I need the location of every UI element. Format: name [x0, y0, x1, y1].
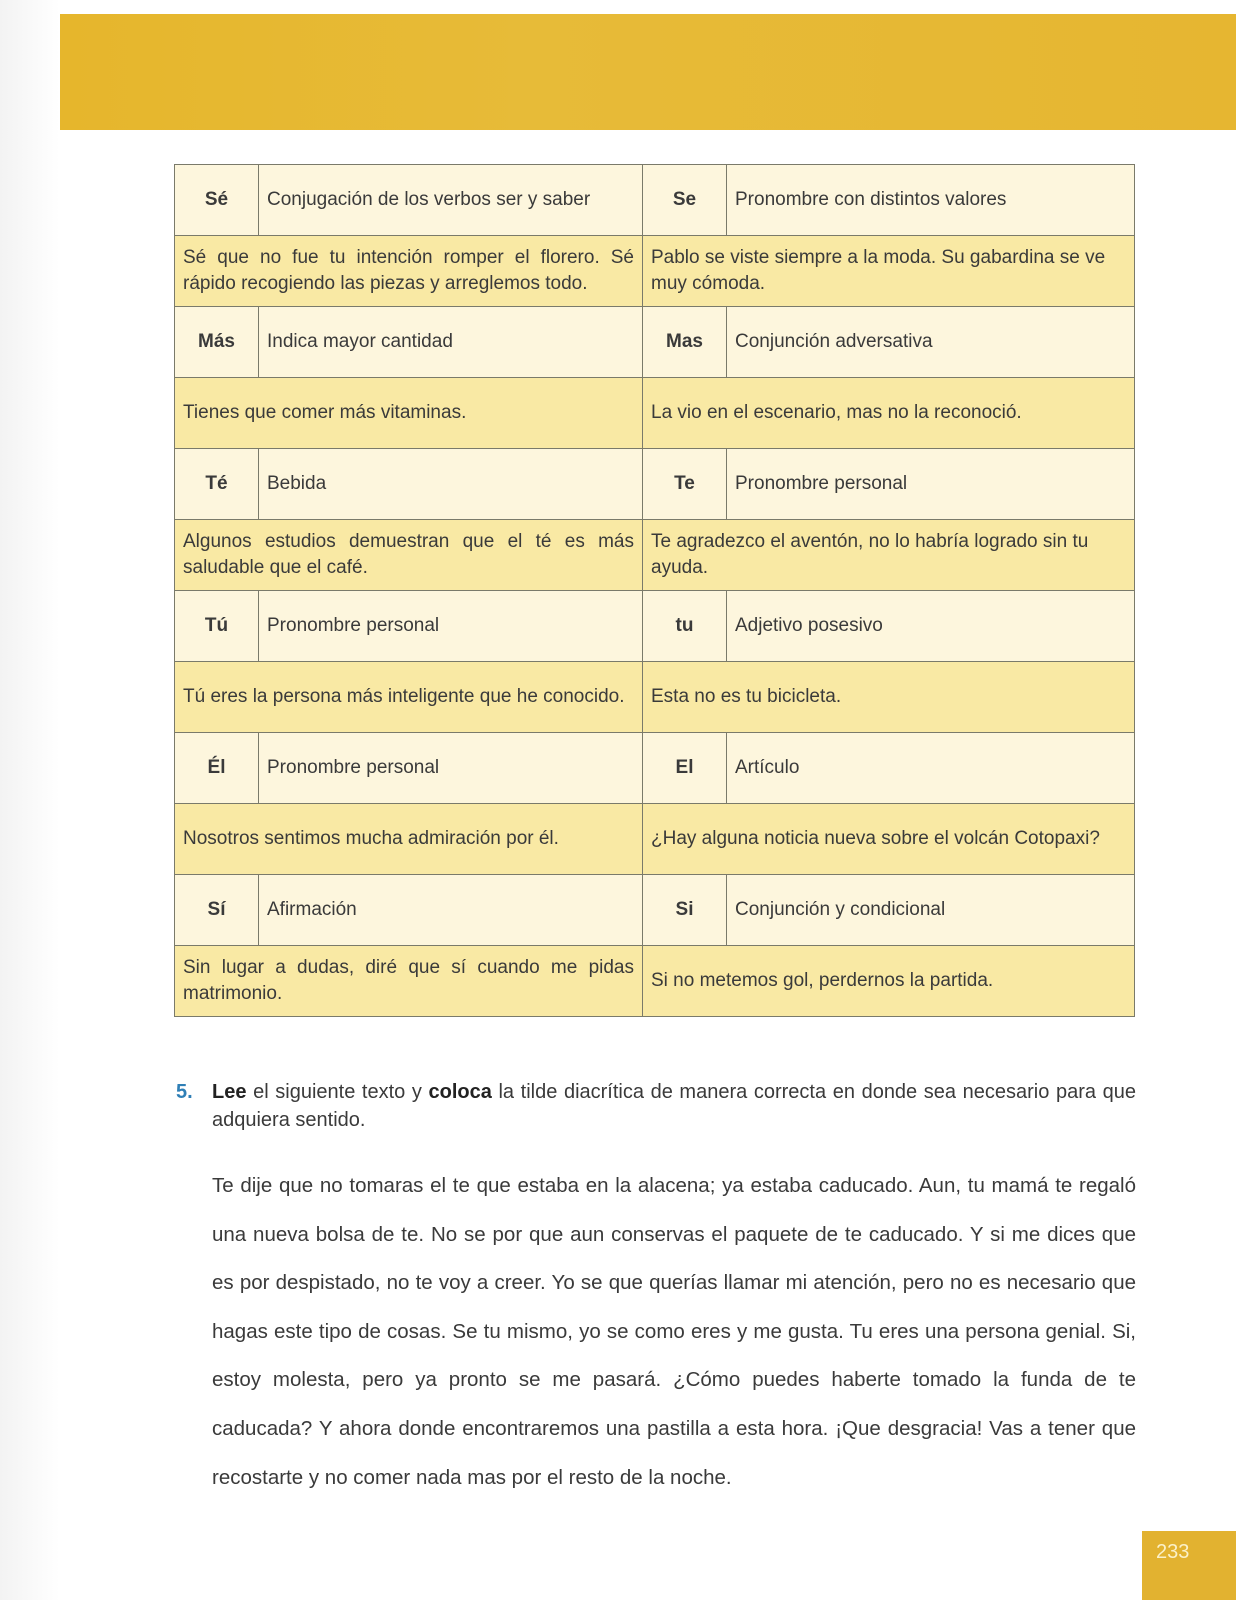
word-row [175, 165, 1135, 236]
accented-word: Él [175, 733, 259, 804]
unaccented-word-definition: Conjunción adversativa [727, 307, 1135, 378]
accented-example: Algunos estudios demuestran que el té es más saludable que el café. [175, 520, 643, 591]
instruction-text-part1: el siguiente texto y [246, 1081, 429, 1103]
instruction-verb-coloca: coloca [428, 1081, 492, 1103]
unaccented-example: Esta no es tu bicicleta. [643, 662, 1135, 733]
example-row [175, 946, 1135, 1017]
unaccented-word-definition: Conjunción y condicional [727, 875, 1135, 946]
accented-word: Té [175, 449, 259, 520]
word-row [175, 875, 1135, 946]
exercise-instruction [176, 1078, 1136, 1134]
example-row [175, 662, 1135, 733]
unaccented-word: tu [643, 591, 727, 662]
unaccented-word-definition: Pronombre con distintos valores [727, 165, 1135, 236]
exercise-paragraph: Te dije que no tomaras el te que estaba en la alacena; ya estaba caducado. Aun, tu mamá te regaló una nueva bolsa de te. No se por que aun conservas el paquete de te caducado. Y si me dices que es por despistado, no te voy a creer. Yo se que querías llamar mi atención, pero no es necesario que hagas este tipo de cosas. Se tu mismo, yo se como eres y me gusta. Tu eres una persona genial. Si, estoy molesta, pero ya pronto se me pasará. ¿Cómo puedes haberte tomado la funda de te caducada? Y ahora donde encontraremos una pastilla a esta hora. ¡Que desgracia! Vas a tener que recostarte y no comer nada mas por el resto de la noche. [212, 1174, 1136, 1489]
diacritic-table-container [174, 164, 1134, 1017]
accented-example: Tú eres la persona más inteligente que he conocido. [175, 662, 643, 733]
accented-word-definition: Indica mayor cantidad [259, 307, 643, 378]
accented-word-definition: Conjugación de los verbos ser y saber [259, 165, 643, 236]
accented-example: Tienes que comer más vitaminas. [175, 378, 643, 449]
page-edge-shadow [0, 0, 60, 1600]
unaccented-word-definition: Pronombre personal [727, 449, 1135, 520]
page-number: 233 [1156, 1541, 1190, 1563]
exercise-number: 5. [176, 1081, 193, 1103]
instruction-text-part2: la tilde diacrítica de manera correcta en donde sea necesario para que adquiera sentido. [212, 1081, 1136, 1131]
diacritic-accent-table [174, 164, 1135, 1017]
instruction-verb-lee: Lee [212, 1081, 247, 1103]
accented-example: Sin lugar a dudas, diré que sí cuando me pidas matrimonio. [175, 946, 643, 1017]
accented-word: Sí [175, 875, 259, 946]
table-body [175, 165, 1135, 1017]
accented-word-definition: Pronombre personal [259, 591, 643, 662]
example-row [175, 236, 1135, 307]
unaccented-word: El [643, 733, 727, 804]
accented-example: Sé que no fue tu intención romper el florero. Sé rápido recogiendo las piezas y arreglemos todo. [175, 236, 643, 307]
accented-word-definition: Pronombre personal [259, 733, 643, 804]
unaccented-word: Se [643, 165, 727, 236]
unaccented-word-definition: Adjetivo posesivo [727, 591, 1135, 662]
unaccented-example: Pablo se viste siempre a la moda. Su gabardina se ve muy cómoda. [643, 236, 1135, 307]
accented-word-definition: Afirmación [259, 875, 643, 946]
word-row [175, 591, 1135, 662]
page-number-tab [1142, 1531, 1236, 1600]
instruction-text [212, 1078, 1136, 1134]
word-row [175, 307, 1135, 378]
unaccented-example: Si no metemos gol, perdernos la partida. [643, 946, 1135, 1017]
accented-word: Más [175, 307, 259, 378]
example-row [175, 520, 1135, 591]
unaccented-example: Te agradezco el aventón, no lo habría logrado sin tu ayuda. [643, 520, 1135, 591]
example-row [175, 378, 1135, 449]
unaccented-example: La vio en el escenario, mas no la reconoció. [643, 378, 1135, 449]
word-row [175, 733, 1135, 804]
word-row [175, 449, 1135, 520]
example-row [175, 804, 1135, 875]
unaccented-word: Si [643, 875, 727, 946]
unaccented-word: Te [643, 449, 727, 520]
unaccented-example: ¿Hay alguna noticia nueva sobre el volcán Cotopaxi? [643, 804, 1135, 875]
accented-word: Sé [175, 165, 259, 236]
accented-word: Tú [175, 591, 259, 662]
accented-example: Nosotros sentimos mucha admiración por él. [175, 804, 643, 875]
unaccented-word-definition: Artículo [727, 733, 1135, 804]
unaccented-word: Mas [643, 307, 727, 378]
header-color-band [60, 14, 1236, 130]
accented-word-definition: Bebida [259, 449, 643, 520]
